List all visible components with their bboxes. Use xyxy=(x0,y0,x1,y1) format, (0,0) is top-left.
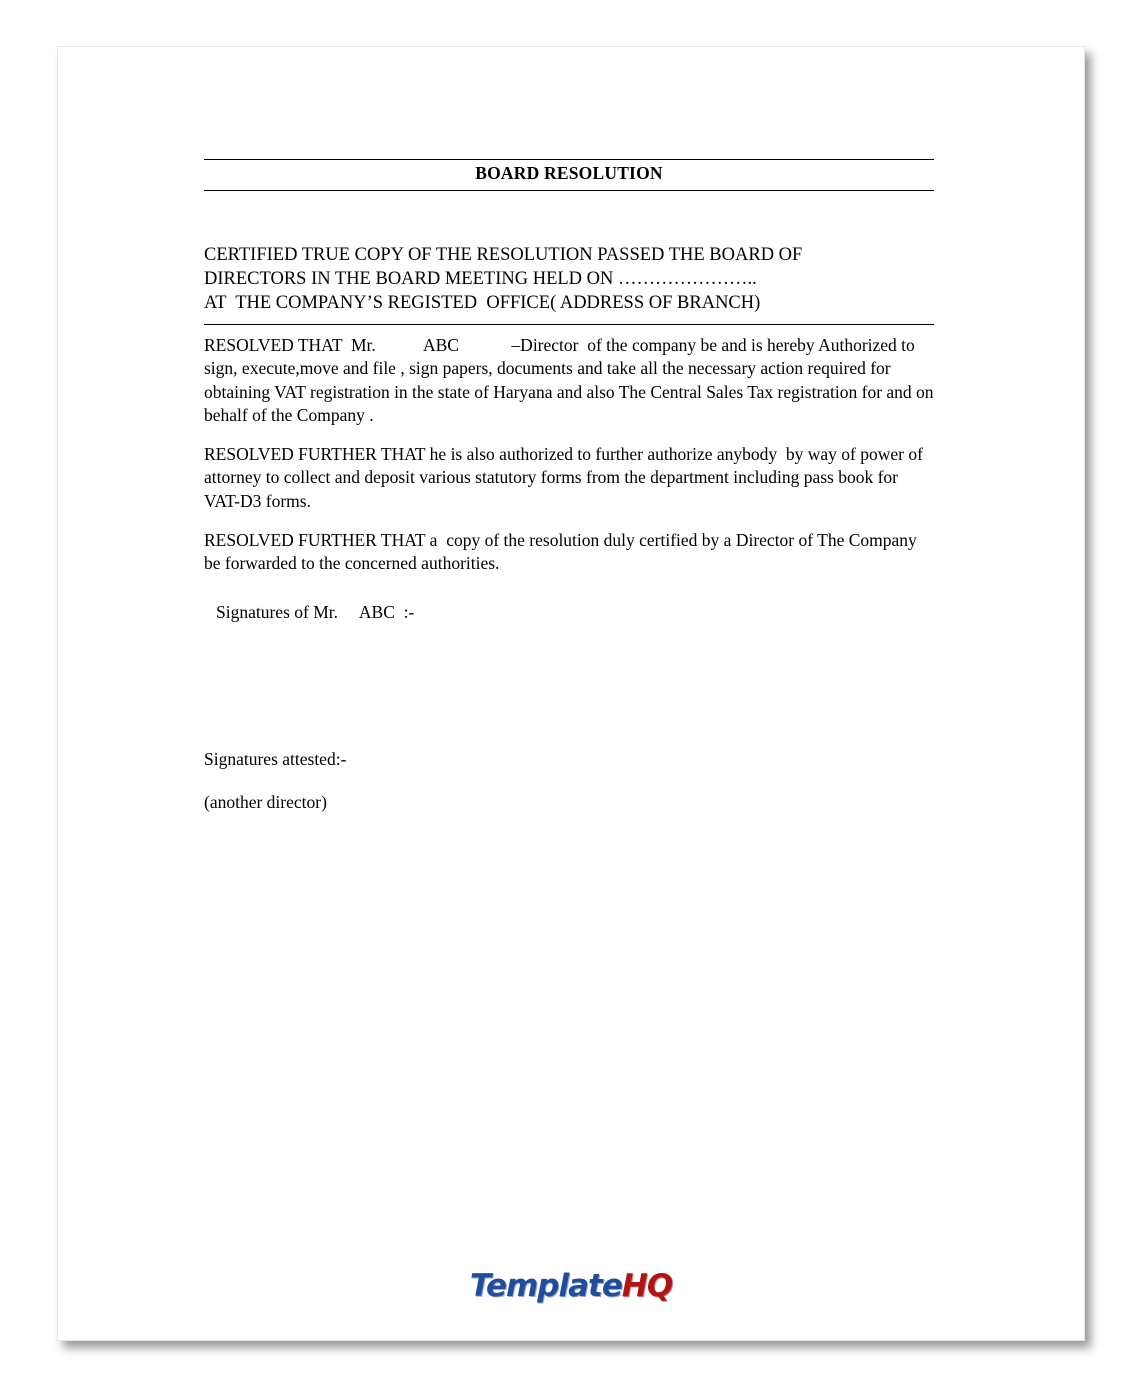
templatehq-watermark xyxy=(58,1268,1084,1304)
document-sheet xyxy=(57,46,1085,1341)
intro-line-3: AT THE COMPANY’S REGISTED OFFICE( ADDRESS OF BRANCH) xyxy=(204,293,761,314)
watermark-text-template: Template xyxy=(469,1268,622,1304)
signatures-attested-label: Signatures attested:- xyxy=(204,748,347,769)
document-body xyxy=(204,159,938,813)
resolution-paragraph-3: RESOLVED FURTHER THAT a copy of the resolution duly certified by a Director of The Company be forwarded to the concerned authorities. xyxy=(204,530,922,574)
intro-line-2: DIRECTORS IN THE BOARD MEETING HELD ON ………………….. xyxy=(204,269,757,290)
another-director-label: (another director) xyxy=(204,791,327,812)
resolution-paragraph-1: RESOLVED THAT Mr. ABC –Director of the company be and is hereby Authorized to sign, execute,move and file , sign papers, documents and take all the necessary action required for obtaining VAT registration in the state of Haryana and also The Central Sales Tax registration for and on behalf of the Company . xyxy=(204,335,938,425)
resolution-paragraph-2: RESOLVED FURTHER THAT he is also authorized to further authorize anybody by way of power of attorney to collect and deposit various statutory forms from the department including pass book for VAT-D3 forms. xyxy=(204,444,928,511)
document-title-block xyxy=(204,159,934,191)
watermark-text-hq: HQ xyxy=(621,1268,673,1304)
page-title: BOARD RESOLUTION xyxy=(475,163,663,183)
intro-block xyxy=(204,243,934,325)
intro-line-1: CERTIFIED TRUE COPY OF THE RESOLUTION PASSED THE BOARD OF xyxy=(204,245,803,265)
signature-of-director-line: Signatures of Mr. ABC :- xyxy=(216,601,415,622)
